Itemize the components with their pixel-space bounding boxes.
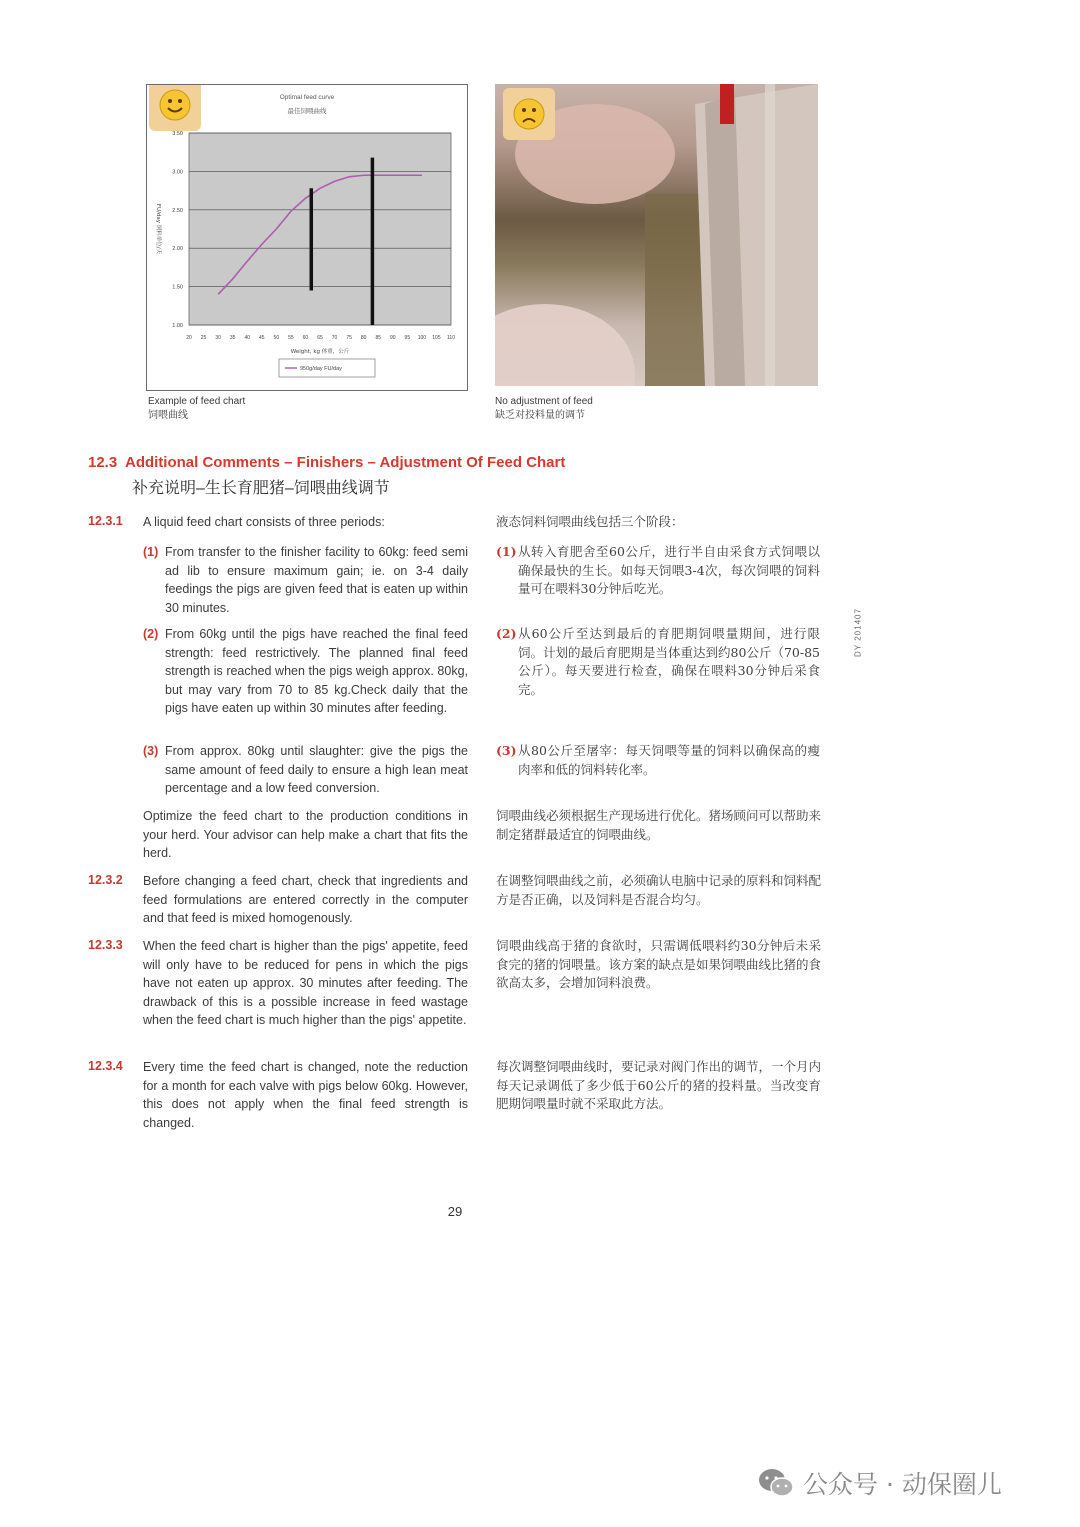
item-text-en: A liquid feed chart consists of three periods: [143,515,385,529]
period-text-zh: 从80公斤至屠宰：每天饲喂等量的饲料以确保高的瘦肉率和低的饲料转化率。 [518,743,820,777]
x-tick-label: 35 [229,335,236,341]
x-tick-label: 95 [404,335,411,341]
sad-face-icon [503,88,555,140]
period-text-en: From 60kg until the pigs have reached the final feed strength: feed restrictively. The planned final feed strength is reached when the pigs weigh approx. 80kg, but may vary from 70 to 85 kg.Check daily that the pigs have eaten up within 30 minutes after feeding. [165,627,468,715]
x-tick-label: 65 [317,335,323,341]
y-tick-label: 2.00 [172,246,183,253]
item-text-zh: 在调整饲喂曲线之前，必须确认电脑中记录的原料和饲料配方是否正确，以及饲料是否混合均匀。 [496,873,822,907]
x-tick-label: 100 [417,335,427,341]
section-number: 12.3 [88,454,118,471]
section-title-zh: 补充说明–生长育肥猪–饲喂曲线调节 [132,480,390,497]
right-figure-caption [495,395,745,423]
x-axis-label: Weight, kg 体重，公斤 [290,349,350,355]
x-tick-label: 80 [360,335,367,341]
y-tick-label: 3.00 [172,169,183,176]
period-text-en: From approx. 80kg until slaughter: give the pigs the same amount of feed daily to ensure a high lean meat percentage and a low feed conversion. [165,744,468,795]
item-number: 12.3.1 [88,514,123,528]
period-text-zh: 从转入育肥舍至60公斤，进行半自由采食方式饲喂以确保最快的生长。如每天饲喂3-4次，每次饲喂的饲料量可在喂料30分钟后吃光。 [518,544,820,596]
item-text-zh: 饲喂曲线高于猪的食欲时，只需调低喂料约30分钟后未采食完的猪的饲喂量。该方案的缺点是如果饲喂曲线比猪的食欲高太多，会增加饲料浪费。 [496,938,822,990]
x-tick-label: 50 [273,335,280,341]
chart-title-en: Optimal feed curve [279,94,335,101]
watermark-text: 公众号 · 动保圈儿 [803,1470,1002,1499]
item-text-zh: 液态饲料饲喂曲线包括三个阶段： [496,514,684,529]
x-tick-label: 20 [186,335,192,341]
page-number: 29 [447,1204,463,1219]
side-code: DY 201407 [853,608,863,657]
x-tick-label: 70 [331,335,338,341]
x-tick-label: 25 [200,335,207,341]
pig-feeding-photo [495,84,818,386]
section-title [88,454,565,471]
item-text-en: Before changing a feed chart, check that ingredients and feed formulations are entered correctly in the computer and that feed is mixed homogenously. [143,874,468,925]
feed-chart-figure [146,84,468,391]
caption-en: Example of feed chart [148,396,246,407]
period-number-zh: (1) [496,544,517,559]
optimize-text-en: Optimize the feed chart to the production conditions in your herd. Your advisor can help make a chart that fits the herd. [143,809,468,860]
x-tick-label: 110 [447,335,455,341]
legend-label: 950g/day FU/day [300,366,342,372]
x-tick-label: 30 [215,335,221,341]
period-number: (3) [143,744,159,758]
y-axis-label: FU/day 饲料单位/天 [155,203,161,255]
caption-en: No adjustment of feed [495,396,593,407]
left-figure-caption [148,395,348,423]
y-tick-label: 1.00 [172,323,183,329]
item-number: 12.3.3 [88,938,123,952]
x-tick-label: 85 [375,335,382,341]
item-text-en: Every time the feed chart is changed, note the reduction for a month for each valve with pigs below 60kg. However, this does not apply when the final feed strength is changed. [143,1060,468,1130]
y-tick-label: 1.50 [172,284,183,291]
period-text-en: From transfer to the finisher facility to 60kg: feed semi ad lib to ensure maximum gain; ie. on 3-4 daily feedings the pigs are given feed that is eaten up within 30 minutes. [165,545,468,615]
x-tick-label: 75 [346,335,352,341]
section-title-en: Additional Comments – Finishers – Adjustment Of Feed Chart [124,454,566,471]
y-tick-label: 2.50 [172,207,183,214]
smiley-face-icon [149,84,201,131]
x-tick-label: 105 [432,335,441,341]
period-number: (2) [143,627,159,641]
x-tick-label: 40 [244,335,251,341]
period-text-zh: 从60公斤至达到最后的育肥期饲喂量期间，进行限饲。计划的最后育肥期是当体重达到约80公斤（70-85公斤）。每天要进行检查，确保在喂料30分钟后采食完。 [518,626,820,697]
plot-area [189,133,451,325]
x-tick-label: 60 [302,335,309,341]
period-number: (1) [143,545,159,559]
period-number-zh: (2) [496,626,517,641]
wechat-icon [757,1467,795,1499]
item-number: 12.3.4 [88,1059,123,1073]
period-number-zh: (3) [496,743,517,758]
item-text-en: When the feed chart is higher than the pigs' appetite, feed will only have to be reduced for pens in which the pigs have not eaten up approx. 30 minutes after feeding. The drawback of this is a possible increase in feed wastage when the feed chart is much higher than the pigs' appetite. [143,939,468,1027]
item-text-zh: 每次调整饲喂曲线时，要记录对阀门作出的调节，一个月内每天记录调低了多少低于60公斤的猪的投料量。当改变育肥期饲喂量时就不采取此方法。 [496,1059,822,1111]
item-number: 12.3.2 [88,873,123,887]
caption-zh: 饲喂曲线 [148,410,188,421]
caption-zh: 缺乏对投料量的调节 [495,410,585,421]
optimize-text-zh: 饲喂曲线必须根据生产现场进行优化。猪场顾问可以帮助来制定猪群最适宜的饲喂曲线。 [496,808,822,842]
watermark [757,1463,1002,1503]
x-tick-label: 45 [258,335,265,341]
x-tick-label: 90 [389,335,396,341]
chart-title-zh: 最佳饲喂曲线 [287,107,327,115]
y-tick-label: 3.50 [172,131,183,137]
x-tick-label: 55 [288,335,294,341]
